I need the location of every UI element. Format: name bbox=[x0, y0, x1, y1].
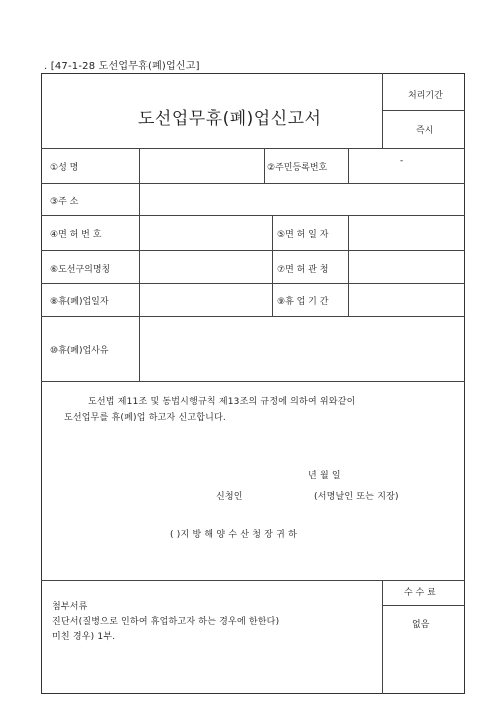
divider bbox=[382, 580, 383, 694]
divider bbox=[272, 215, 273, 316]
recipient-line: ( )지 방 해 양 수 산 청 장 귀 하 bbox=[170, 530, 297, 540]
label-closure-period: ⑨휴 업 기 간 bbox=[277, 297, 329, 307]
date-line: 년 월 일 bbox=[308, 471, 341, 481]
divider bbox=[41, 580, 465, 581]
applicant-label: 신청인 bbox=[216, 492, 243, 502]
divider bbox=[139, 148, 140, 316]
divider bbox=[41, 283, 465, 284]
divider bbox=[41, 381, 465, 382]
divider bbox=[41, 316, 465, 317]
divider bbox=[348, 215, 349, 316]
label-address: ③주 소 bbox=[50, 197, 79, 207]
label-pilot-area: ⑥도선구의명칭 bbox=[50, 265, 111, 275]
id-number-dash: - bbox=[400, 156, 404, 166]
divider bbox=[382, 605, 465, 606]
label-license-office: ⑦면 허 관 청 bbox=[277, 265, 329, 275]
form-title: 도선업무휴(폐)업신고서 bbox=[138, 109, 322, 129]
signature-note: (서명날인 또는 지장) bbox=[314, 492, 399, 502]
label-license-number: ④면 허 번 호 bbox=[50, 230, 102, 240]
divider bbox=[41, 148, 465, 149]
statement-line-2: 도선업무를 휴(폐)업 하고자 신고합니다. bbox=[64, 413, 226, 423]
divider bbox=[41, 215, 465, 216]
divider bbox=[139, 316, 140, 381]
form-reference: . [47-1-28 도선업무휴(폐)업신고] bbox=[44, 61, 200, 72]
divider bbox=[264, 148, 265, 183]
declaration-form bbox=[41, 73, 465, 694]
label-name: ①성 명 bbox=[50, 163, 79, 173]
label-closure-date: ⑧휴(폐)업일자 bbox=[50, 297, 109, 307]
attachments-line-2: 미친 경우) 1부. bbox=[52, 632, 116, 642]
divider bbox=[382, 110, 465, 111]
processing-period-value: 즉시 bbox=[416, 126, 434, 136]
divider bbox=[41, 250, 465, 251]
attachments-line-1: 진단서(질병으로 인하여 휴업하고자 하는 경우에 한한다) bbox=[52, 617, 280, 627]
statement-line-1: 도선법 제11조 및 동법시행규칙 제13조의 규정에 의하여 위와같이 bbox=[88, 397, 356, 407]
label-license-date: ⑤면 허 일 자 bbox=[277, 230, 329, 240]
processing-period-label: 처리기간 bbox=[408, 91, 443, 101]
label-closure-reason: ⑩휴(폐)업사유 bbox=[50, 346, 109, 356]
divider bbox=[41, 183, 465, 184]
attachments-heading: 첨부서류 bbox=[52, 602, 88, 612]
label-id-number: ②주민등록번호 bbox=[267, 163, 328, 173]
divider bbox=[348, 148, 349, 183]
fee-label: 수 수 료 bbox=[404, 588, 436, 598]
fee-value: 없음 bbox=[412, 620, 430, 630]
divider bbox=[382, 73, 383, 148]
